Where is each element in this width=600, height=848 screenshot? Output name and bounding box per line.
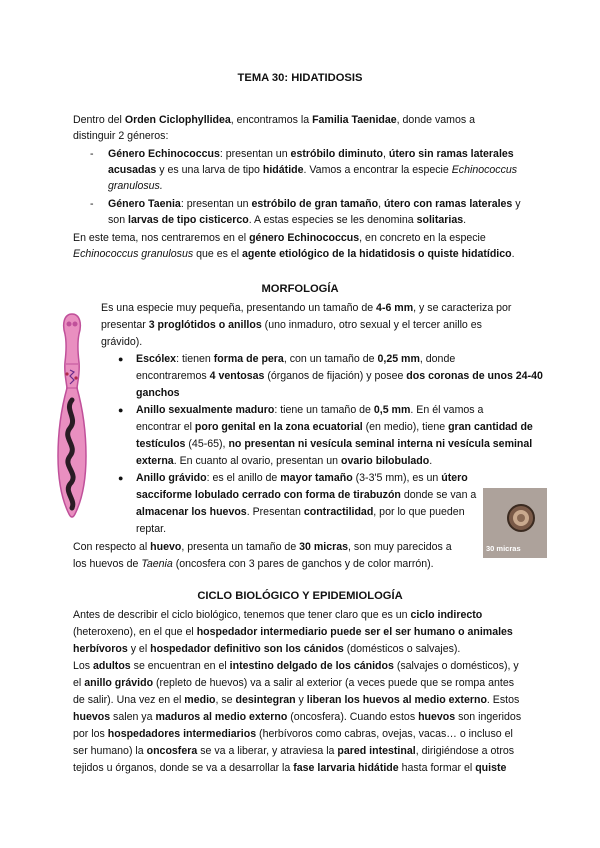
ciclo-line-4: Los adultos se encuentran en el intestino delgado de los cánidos (salvajes o domésticos), y xyxy=(73,660,519,672)
genus1-line-1: Género Echinococcus: presentan un estróbilo diminuto, útero sin ramas laterales xyxy=(108,148,514,160)
escolex-line-2: encontraremos 4 ventosas (órganos de fijación) y posee dos coronas de unos 24-40 xyxy=(136,370,543,382)
dot-bullet: ● xyxy=(118,473,124,483)
genus1-line-3: granulosus. xyxy=(108,180,163,192)
ciclo-line-10: tejidos u órganos, donde se va a desarrollar la fase larvaria hidátide hasta formar el quiste xyxy=(73,762,507,774)
morf-line-3: grávido). xyxy=(101,336,143,348)
anillo-maduro-line-3: testículos (45-65), no presentan ni vesícula seminal interna ni vesícula seminal xyxy=(136,438,533,450)
escolex-line-1: Escólex: tienen forma de pera, con un tamaño de 0,25 mm, donde xyxy=(136,353,456,365)
theme-line-1: En este tema, nos centraremos en el género Echinococcus, en concreto en la especie xyxy=(73,232,486,244)
huevo-line-2: los huevos de Taenia (oncosfera con 3 pares de ganchos y de color marrón). xyxy=(73,558,434,570)
ciclo-line-6: de salir). Una vez en el medio, se desintegran y liberan los huevos al medio externo. Estos xyxy=(73,694,520,706)
intro-line-2: distinguir 2 géneros: xyxy=(73,130,169,142)
dot-bullet: ● xyxy=(118,354,124,364)
anillo-gravido-line-1: Anillo grávido: es el anillo de mayor tamaño (3-3'5 mm), es un útero xyxy=(136,472,468,484)
ciclo-line-5: el anillo grávido (repleto de huevos) va a salir al exterior (a veces puede que se rompa antes xyxy=(73,677,515,689)
tapeworm-illustration xyxy=(42,310,102,522)
dot-bullet: ● xyxy=(118,405,124,415)
genus1-line-2: acusadas y es una larva de tipo hidátide. Vamos a encontrar la especie Echinococcus xyxy=(108,164,518,176)
section-title-morfologia: MORFOLOGÍA xyxy=(261,283,339,295)
anillo-gravido-line-3: almacenar los huevos. Presentan contractilidad, por lo que pueden xyxy=(136,506,465,518)
huevo-line-1: Con respecto al huevo, presenta un tamaño de 30 micras, son muy parecidos a xyxy=(73,541,452,553)
anillo-gravido-line-4: reptar. xyxy=(136,523,167,535)
ciclo-line-8: por los hospedadores intermediarios (herbívoros como cabras, ovejas, vacas… o incluso el xyxy=(73,728,513,740)
egg-scale-label: 30 micras xyxy=(486,544,521,553)
ciclo-line-3: herbívoros y el hospedador definitivo son los cánidos (domésticos o salvajes). xyxy=(73,643,461,655)
page-title: TEMA 30: HIDATIDOSIS xyxy=(237,72,363,84)
theme-line-2: Echinococcus granulosus que es el agente etiológico de la hidatidosis o quiste hidatídico. xyxy=(73,248,515,260)
intro-line-1: Dentro del Orden Ciclophyllidea, encontramos la Familia Taenidae, donde vamos a xyxy=(73,114,475,126)
ciclo-line-9: ser humano) la oncosfera se va a liberar, y atraviesa la pared intestinal, dirigiéndose a otros xyxy=(73,745,515,757)
section-title-ciclo: CICLO BIOLÓGICO Y EPIDEMIOLOGÍA xyxy=(197,590,403,602)
escolex-line-3: ganchos xyxy=(136,387,180,399)
ciclo-line-7: huevos salen ya maduros al medio externo (oncosfera). Cuando estos huevos son ingeridos xyxy=(73,711,522,723)
morf-line-2: presentar 3 proglótidos o anillos (uno inmaduro, otro sexual y el tercer anillo es xyxy=(101,319,482,331)
ciclo-line-2: (heteroxeno), en el que el hospedador intermediario puede ser el ser humano o animales xyxy=(73,626,513,638)
anillo-maduro-line-4: externa. En cuanto al ovario, presentan un ovario bilobulado. xyxy=(136,455,433,467)
dash-bullet: - xyxy=(90,198,94,210)
anillo-maduro-line-1: Anillo sexualmente maduro: tiene un tamaño de 0,5 mm. En él vamos a xyxy=(136,404,484,416)
morf-line-1: Es una especie muy pequeña, presentando un tamaño de 4-6 mm, y se caracteriza por xyxy=(101,302,512,314)
dash-bullet: - xyxy=(90,148,94,160)
ciclo-line-1: Antes de describir el ciclo biológico, tenemos que tener claro que es un ciclo indirecto xyxy=(73,609,483,621)
genus2-line-2: son larvas de tipo cisticerco. A estas especies se les denomina solitarias. xyxy=(108,214,467,226)
anillo-gravido-line-2: sacciforme lobulado cerrado con forma de tirabuzón donde se van a xyxy=(136,489,477,501)
anillo-maduro-line-2: encontrar el poro genital en la zona ecuatorial (en medio), tiene gran cantidad de xyxy=(136,421,533,433)
genus2-line-1: Género Taenia: presentan un estróbilo de gran tamaño, útero con ramas laterales y xyxy=(108,198,521,210)
